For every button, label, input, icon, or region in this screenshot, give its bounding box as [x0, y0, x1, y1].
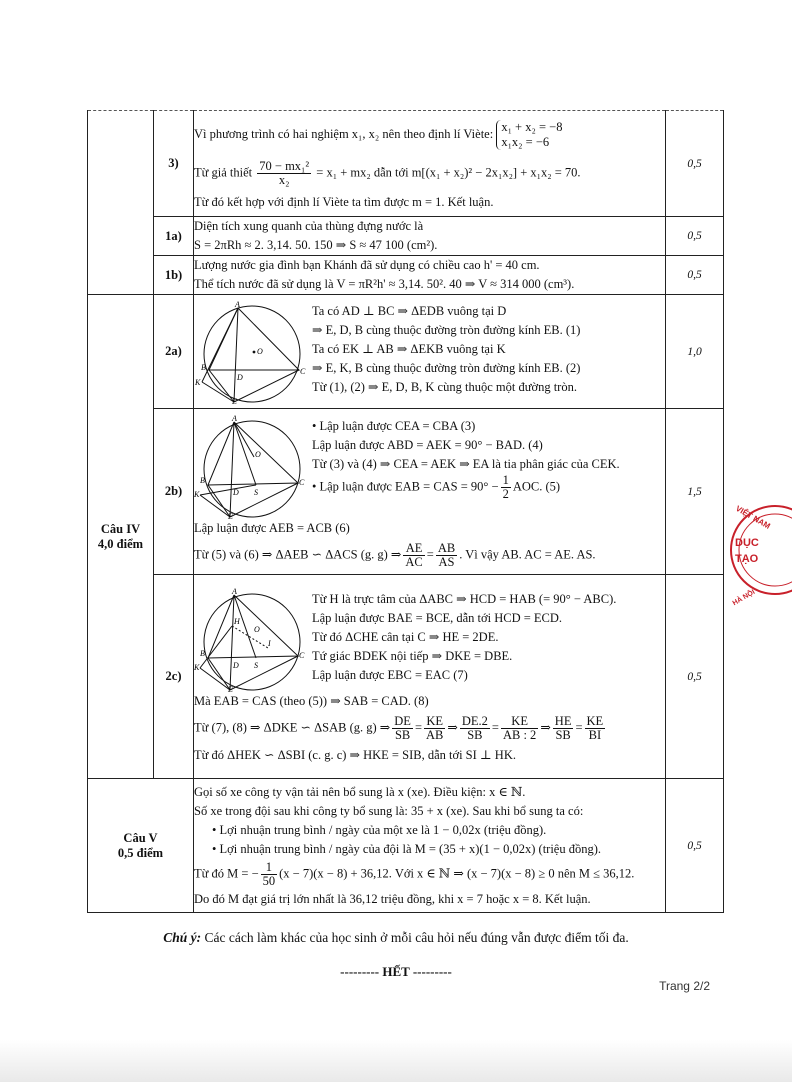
text-line: Lập luận được EBC = EAC (7) — [312, 668, 468, 682]
text-line: ⇒ E, D, B cùng thuộc đường tròn đường kính EB. (1) — [312, 322, 581, 337]
text-line: Từ (7), (8) ⇒ ΔDKE ∽ ΔSAB (g. g) ⇒ — [194, 720, 391, 735]
table-row — [88, 256, 724, 295]
answer-content — [194, 256, 666, 295]
question-title: Câu IV — [100, 521, 141, 536]
points: 1,5 — [666, 409, 724, 575]
fraction: $\frac{DE.2}{SB}$ — [461, 714, 488, 742]
fraction: $\frac{DE}{SB}$ — [394, 714, 411, 742]
text-line: AOC. (5) — [512, 478, 561, 493]
fig-label: D — [233, 661, 239, 670]
points: 0,5 — [666, 779, 724, 913]
answer-content: A B C D E K O S • Lập luận được CEA = CBA (3) Lập luận được ABD = AEK = 90° − BAD. (4) Từ (3) và (4) ⇒ CEA = AEK ⇒ EA là tia phân giác của CEK. • Lập luận được EAB = CAS = 90° − $\frac{1}{2}$ AOC. (5) Lập luận được AEB = ACB (6) Từ (5) và (6) ⇒ ΔAEB ∽ ΔACS (g. g) ⇒ $\frac{AE}{AC}$ = $\frac{AB}{AS}$ . Vì vậy AB. AC = AE. AS. — [194, 409, 666, 575]
page-number: Trang 2/2 — [659, 979, 710, 993]
fig-label: O — [257, 346, 263, 356]
text-line: Thể tích nước đã sử dụng là V = πR²h' ≈ 3,14. 50². 40 ⇒ V ≈ 314 000 (cm³). — [194, 277, 575, 291]
answer-content: Gọi số xe công ty vận tải nên bổ sung là x (xe). Điều kiện: x ∈ ℕ. Số xe trong đội sau khi công ty bổ sung là: 35 + x (xe). Sau khi bổ sung ta có: • Lợi nhuận trung bình / ngày của một xe là 1 − 0,02x (triệu đồng). • Lợi nhuận trung bình / ngày của đội là M = (35 + x)(1 − 0,02x) (triệu đồng). Từ đó M = − $\frac{1}{50}$ (x − 7)(x − 8) + 36,12. Với x ∈ ℕ ⇒ (x − 7)(x − 8) ≥ 0 nên M ≤ 36,12. Do đó M đạt giá trị lớn nhất là 36,12 triệu đồng, khi x = 7 hoặc x = 8. Kết luận. — [194, 779, 666, 913]
table-row — [88, 111, 724, 217]
sub-label: 3) — [154, 111, 194, 217]
answer-content — [194, 295, 666, 409]
fig-label: O — [254, 625, 260, 634]
text-line: S = 2πRh ≈ 2. 3,14. 50. 150 ⇒ S ≈ 47 100 (cm²). — [194, 238, 438, 252]
stamp-text: TẠO — [735, 553, 759, 565]
points: 1,0 — [666, 295, 724, 409]
bullet-item: Lợi nhuận trung bình / ngày của một xe là 1 − 0,02x (triệu đồng). — [219, 822, 547, 837]
fraction: $\frac{AE}{AC}$ — [405, 540, 423, 569]
text-line: Từ đó M = − — [194, 865, 259, 880]
geometry-figure-2b — [194, 415, 304, 519]
table-row — [88, 295, 724, 409]
answer-content — [194, 111, 666, 217]
stamp-text: HÀ NỘI — [731, 588, 757, 608]
table-row — [88, 409, 724, 575]
text-line: Gọi số xe công ty vận tải nên bổ sung là x (xe). Điều kiện: x ∈ ℕ. — [194, 784, 526, 799]
geometry-figure-2a — [194, 300, 304, 404]
text-line: • Lập luận được EAB = CAS = 90° − — [312, 478, 499, 493]
fig-label: K — [194, 489, 200, 499]
table-row — [88, 217, 724, 256]
text-line: ⇒ E, K, B cùng thuộc đường tròn đường kính EB. (2) — [312, 360, 581, 375]
text-line: (x − 7)(x − 8) + 36,12. Với x ∈ ℕ ⇒ (x − 7)(x − 8) ≥ 0 nên M ≤ 36,12. — [279, 865, 635, 880]
fraction: $\frac{1}{2}$ — [502, 472, 509, 501]
note-label: Chú ý: — [163, 930, 202, 945]
answer-table — [87, 110, 724, 913]
text-line: Từ (5) và (6) ⇒ ΔAEB ∽ ΔACS (g. g) ⇒ — [194, 546, 402, 561]
fraction: $\frac{\text{70 − mx₁²}}{\text{x₂}}$ — [259, 158, 310, 187]
fig-label: B — [200, 649, 205, 658]
text-line: Mà EAB = CAS (theo (5)) ⇒ SAB = CAD. (8) — [194, 694, 429, 708]
sub-label: 2b) — [154, 409, 194, 575]
fraction: $\frac{1}{50}$ — [262, 859, 276, 888]
fraction: $\frac{HE}{SB}$ — [554, 714, 572, 742]
text-line: Lập luận được ABD = AEK = 90° − BAD. (4) — [312, 437, 543, 452]
text-line: Số xe trong đội sau khi công ty bổ sung là: 35 + x (xe). Sau khi bổ sung ta có: — [194, 803, 584, 818]
sub-label: 1b) — [154, 256, 194, 295]
sub-label: 1a) — [154, 217, 194, 256]
fig-label: K — [195, 377, 201, 387]
conclusion-line: Từ đó kết hợp với định lí Viète ta tìm được m = 1. Kết luận. — [194, 194, 494, 209]
fig-label: O — [255, 449, 261, 459]
question-cell-iv — [88, 295, 154, 779]
fig-label: A — [232, 413, 237, 423]
fig-label: S — [254, 661, 258, 670]
answer-content — [194, 217, 666, 256]
fig-label: D — [237, 372, 243, 382]
sub-label: 2a) — [154, 295, 194, 409]
stamp-text: VIỆT NAM — [734, 503, 772, 531]
fig-label: S — [254, 487, 258, 497]
question-points: 4,0 điểm — [97, 536, 144, 551]
fig-label: E — [228, 685, 233, 694]
note-text: Các cách làm khác của học sinh ở mỗi câu hỏi nếu đúng vẫn được điểm tối đa. — [204, 930, 629, 945]
points: 0,5 — [666, 256, 724, 295]
text-line: Từ H là trực tâm của ΔABC ⇒ HCD = HAB (= 90° − ABC). — [312, 592, 617, 606]
hypothesis-equation: = x₁ + mx₂ dẫn tới m[(x₁ + x₂)² − 2x₁x₂] + x₁x₂ = 70. — [316, 164, 581, 179]
answer-content: A B C D E H K O S I Từ H là trực tâm của ΔABC ⇒ HCD = HAB (= 90° − ABC). Lập luận được BAE = BCE, dẫn tới HCD = ECD. Từ đó ΔCHE cân tại C ⇒ HE = 2DE. Tứ giác BDEK nội tiếp ⇒ DKE = DBE. Lập luận được EBC = EAC (7) Mà EAB = CAS (theo (5)) ⇒ SAB = CAD. (8) Từ (7), (8) ⇒ ΔDKE ∽ ΔSAB (g. g) ⇒ $\frac{DE}{SB}$ = $\frac{KE}{AB}$ ⇒ $\frac{DE.2}{SB}$ = $\frac{KE}{AB : 2}$ ⇒ $\frac{HE}{SB}$ = $\frac{KE}{BI}$ Từ đó ΔHEK ∽ ΔSBI (c. g. c) ⇒ HKE = SIB, dẫn tới SI ⊥ HK. — [194, 575, 666, 779]
text-line: Diện tích xung quanh của thùng đựng nước là — [194, 219, 424, 233]
official-stamp — [729, 488, 787, 608]
viete-system: x₁ + x₂ = −8 x₁x₂ = −6 — [496, 120, 562, 150]
end-marker: --------- HẾT --------- — [340, 964, 452, 979]
sub-label: 2c) — [154, 575, 194, 779]
question-cell-prev — [88, 111, 154, 295]
fig-label: C — [299, 477, 305, 487]
stamp-text: DỤC — [735, 537, 759, 549]
points: 0,5 — [666, 575, 724, 779]
fig-label: H — [234, 617, 240, 626]
fig-label: C — [299, 651, 305, 660]
text-line: Lập luận được AEB = ACB (6) — [194, 520, 350, 535]
footer-note — [0, 930, 792, 946]
fig-label: C — [300, 366, 306, 376]
text-line: Do đó M đạt giá trị lớn nhất là 36,12 triệu đồng, khi x = 7 hoặc x = 8. Kết luận. — [194, 891, 591, 906]
fraction: $\frac{KE}{BI}$ — [586, 714, 604, 742]
text-line: Từ (3) và (4) ⇒ CEA = AEK ⇒ EA là tia phân giác của CEK. — [312, 456, 620, 471]
fig-label: D — [233, 487, 239, 497]
fig-label: I — [268, 639, 271, 648]
bullet-item: Lợi nhuận trung bình / ngày của đội là M = (35 + x)(1 − 0,02x) (triệu đồng). — [219, 841, 602, 856]
fig-label: E — [232, 396, 237, 406]
viete-intro: Vì phương trình có hai nghiệm x₁, x₂ nên theo định lí Viète: — [194, 126, 494, 141]
table-row — [88, 779, 724, 913]
text-line: Từ (1), (2) ⇒ E, D, B, K cùng thuộc một đường tròn. — [312, 379, 577, 394]
text-line: • Lập luận được CEA = CBA (3) — [312, 418, 476, 433]
text-line: Lượng nước gia đình bạn Khánh đã sử dụng có chiều cao h' = 40 cm. — [194, 258, 540, 272]
question-title: Câu V — [123, 830, 158, 845]
fraction: $\frac{AB}{AS}$ — [437, 540, 456, 569]
text-line: Lập luận được BAE = BCE, dẫn tới HCD = ECD. — [312, 611, 563, 625]
table-row — [88, 575, 724, 779]
text-line: Ta có EK ⊥ AB ⇒ ΔEKB vuông tại K — [312, 341, 506, 356]
text-line: Từ đó ΔCHE cân tại C ⇒ HE = 2DE. — [312, 630, 499, 644]
fig-label: K — [194, 663, 200, 672]
fig-label: E — [228, 511, 233, 521]
fig-label: A — [232, 587, 237, 596]
points: 0,5 — [666, 111, 724, 217]
fig-label: A — [235, 299, 240, 309]
geometry-figure-2c — [194, 588, 304, 692]
text-line: Tứ giác BDEK nội tiếp ⇒ DKE = DBE. — [312, 649, 513, 663]
question-cell-v — [88, 779, 194, 913]
text-line: . Vì vậy AB. AC = AE. AS. — [459, 546, 596, 561]
hypothesis-text: Từ giả thiết — [194, 164, 253, 179]
fig-label: B — [200, 475, 205, 485]
text-line: Từ đó ΔHEK ∽ ΔSBI (c. g. c) ⇒ HKE = SIB, dẫn tới SI ⊥ HK. — [194, 748, 516, 762]
fraction: $\frac{KE}{AB}$ — [426, 714, 444, 742]
text-line: Ta có AD ⊥ BC ⇒ ΔEDB vuông tại D — [312, 303, 507, 318]
question-points: 0,5 điểm — [117, 845, 164, 860]
scan-shadow — [0, 1040, 792, 1082]
points: 0,5 — [666, 217, 724, 256]
fraction: $\frac{KE}{AB : 2}$ — [502, 714, 537, 742]
fig-label: B — [201, 362, 206, 372]
